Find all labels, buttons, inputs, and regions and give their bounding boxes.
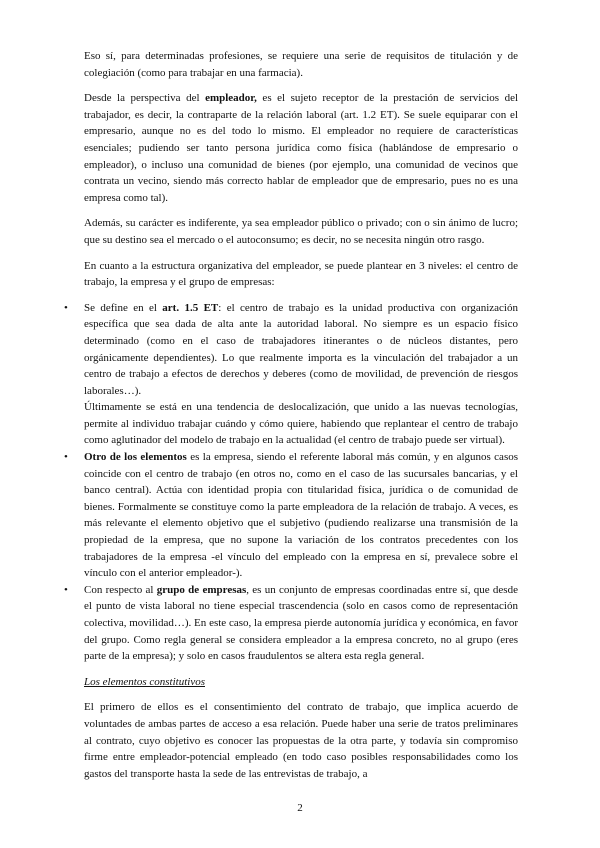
page-number: 2: [297, 802, 303, 814]
paragraph-consentimiento: El primero de ellos es el consentimiento del contrato de trabajo, que implica acuerdo de voluntades de ambas partes de acceso a esa relación. Puede haber una serie de tratos preliminares al contrato, cuyo objetivo es conocer las propuestas de la otra parte, y todavía sin compromiso firme entre empleador-potencial empleado (en todo caso posibles responsabilidades como los gastos del transporte hasta la sede de las entrevistas de trabajo, a: [84, 701, 518, 780]
grupo-empresas-intro: Con respecto al: [84, 583, 157, 596]
centro-trabajo-text: [84, 300, 518, 400]
grupo-empresas-term: grupo de empresas: [156, 583, 247, 596]
empleador-body-text: es el sujeto receptor de la prestación de servicios del trabajador, es decir, la contraparte de la relación laboral (art. 1.2 ET). Se suele equiparar con el empresario, aunque no es del todo lo mismo. El empleador no requiere de características esenciales; pudiendo ser tanto persona jurídica como física (hablándose de empresario o empleador), o incluso una comunidad de bienes (por ejemplo, una comunidad de vecinos que contrata un vecino, siendo más correcto hablar de empleador que de empresario, pues no es una empresa como tal).: [84, 92, 519, 204]
bullet-icon: •: [64, 301, 68, 314]
centro-trabajo-body: : el centro de trabajo es la unidad productiva con organización específica que sea dada de alta ante la autoridad laboral. No siempre es un espacio físico determinado (como en el caso de trabajadores itinerantes o de núcleos distantes, pero orgánicamente dependientes). Lo que realmente importa es la vinculación del trabajador a un centro de trabajo a efectos de derechos y deberes (como de movilidad, de prevención de riesgos laborales…).: [84, 301, 518, 397]
list-item-empresa: [64, 449, 519, 582]
empleador-term: empleador,: [205, 92, 257, 105]
structure-list: [64, 300, 519, 665]
bullet-icon: •: [64, 451, 68, 464]
list-item-centro-trabajo: [64, 300, 518, 449]
paragraph-titulacion: Eso sí, para determinadas profesiones, se requiere una serie de requisitos de titulación y de colegiación (como para trabajar en una farmacia).: [84, 50, 518, 79]
art-1-5-term: art. 1.5 ET: [162, 301, 219, 314]
empresa-text: [84, 449, 518, 582]
empresa-body: es la empresa, siendo el referente laboral más común, y en algunos casos coincide con el centro de trabajo (en otros no, como en el caso de las sucursales bancarias, y el banco central). Actúa con identidad propia con titularidad física, jurídica o de comunidad de bienes. Formalmente se constituye como la parte empleadora de la relación de trabajo. A veces, es más relevante el elemento objetivo que el subjetivo (pudiendo realizarse una transmisión de la propiedad de la empresa, que no supone la variación de los contratos precedentes con los trabajadores de la empresa -el vínculo del empleado con la empresa en sí, prevalece sobre el vínculo con el anterior empleador-).: [84, 451, 519, 580]
paragraph-empleador: [84, 90, 518, 206]
paragraph-caracter: Además, su carácter es indiferente, ya sea empleador público o privado; con o sin ánimo de lucro; que su destino sea el mercado o el autoconsumo; es decir, no se necesita ningún otro rasgo.: [84, 217, 518, 246]
grupo-empresas-text: [84, 582, 518, 665]
list-item-grupo-empresas: [64, 582, 518, 665]
otro-elementos-term: Otro de los elementos: [84, 451, 187, 464]
centro-trabajo-intro: Se define en el: [84, 301, 163, 314]
grupo-empresas-body: , es un conjunto de empresas coordinadas entre sí, que desde el punto de vista laboral no tiene especial trascendencia (solo en casos como de representación colectiva, movilidad…). En este caso, la empresa pierde autonomía jurídica y económica, en favor del grupo. Como regla general se considera empleador a la empresa concreto, no al grupo (eres parte de la empresa); y solo en casos fraudulentos se altera esta regla general.: [84, 583, 518, 663]
empleador-intro-text: Desde la perspectiva del: [84, 92, 206, 105]
section-heading: Los elementos constitutivos: [84, 675, 205, 688]
deslocalizacion-text: Últimamente se está en una tendencia de deslocalización, que unido a las nuevas tecnologías, permite al individuo trabajar cuándo y cómo quiere, habiendo que replantear el centro de trabajo como aglutinador del modelo de trabajo en la actualidad (el centro de trabajo puede ser virtual).: [84, 401, 518, 447]
document-page: [64, 48, 519, 791]
bullet-icon: •: [64, 583, 68, 596]
paragraph-estructura: En cuanto a la estructura organizativa del empleador, se puede plantear en 3 niveles: el centro de trabajo, la empresa y el grupo de empresas:: [84, 259, 518, 289]
